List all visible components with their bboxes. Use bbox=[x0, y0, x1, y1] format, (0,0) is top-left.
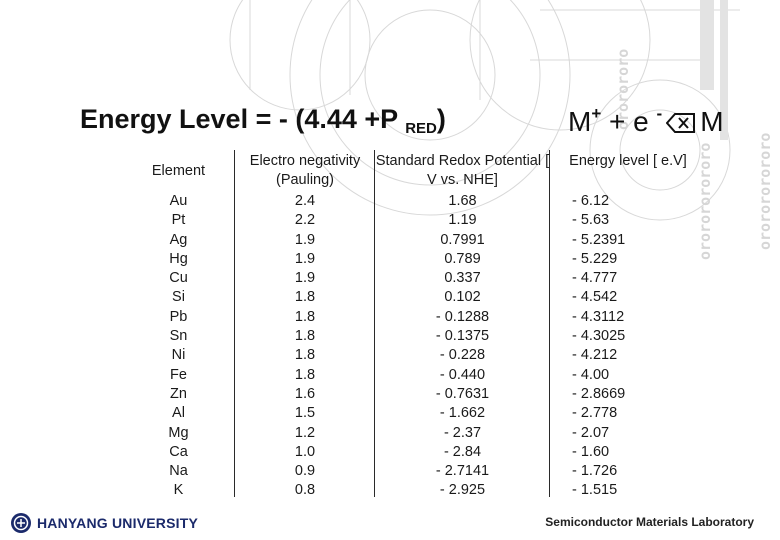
table-cell-electro: 2.2 bbox=[294, 212, 316, 229]
table-cell-redox: 0.7991 bbox=[440, 231, 485, 248]
university-name: HANYANG UNIVERSITY bbox=[37, 515, 198, 531]
university-emblem-icon bbox=[10, 512, 32, 534]
table-cell-energy: - 4.542 bbox=[572, 289, 618, 306]
university-logo bbox=[10, 512, 198, 534]
formula-text: Energy Level = - (4.44 +P bbox=[80, 104, 406, 134]
table-cell-element: Fe bbox=[170, 366, 187, 383]
reaction-plus-e: + e bbox=[601, 106, 657, 137]
table-cell-energy: - 4.3112 bbox=[572, 308, 625, 325]
table-cell-element: Al bbox=[172, 405, 185, 422]
table-cell-energy: - 1.515 bbox=[572, 482, 618, 499]
svg-text:ororororororo: ororororororo bbox=[756, 132, 774, 250]
table-cell-element: Ni bbox=[171, 347, 186, 364]
table-cell-redox: 0.337 bbox=[444, 270, 481, 287]
table-cell-element: Mg bbox=[168, 424, 189, 441]
table-cell-energy: - 4.00 bbox=[572, 366, 610, 383]
table-cell-energy: - 2.8669 bbox=[572, 385, 626, 402]
table-cell-element: Ag bbox=[169, 231, 188, 248]
table-cell-redox: - 0.7631 bbox=[435, 385, 490, 402]
table-cell-energy: - 5.229 bbox=[572, 250, 618, 267]
reaction-plus-sup: + bbox=[591, 104, 602, 123]
table-cell-redox: - 0.440 bbox=[439, 366, 486, 383]
table-cell-electro: 1.2 bbox=[294, 424, 316, 441]
reaction-electron-sup: - bbox=[656, 104, 663, 123]
table-cell-electro: 1.8 bbox=[294, 308, 316, 325]
table-cell-energy: - 1.60 bbox=[572, 443, 610, 460]
table-cell-energy: - 1.726 bbox=[572, 463, 618, 480]
table-cell-redox: - 2.37 bbox=[443, 424, 482, 441]
column-energy-level bbox=[549, 150, 706, 497]
table-cell-electro: 1.0 bbox=[294, 443, 316, 460]
table-cell-element: Cu bbox=[169, 270, 188, 287]
header-element: Element bbox=[151, 163, 206, 179]
table-cell-electro: 1.9 bbox=[294, 250, 316, 267]
table-cell-element: Si bbox=[172, 289, 185, 306]
table-cell-electro: 1.9 bbox=[294, 231, 316, 248]
table-cell-electro: 1.6 bbox=[294, 385, 316, 402]
table-cell-electro: 2.4 bbox=[294, 193, 316, 209]
lab-name: Semiconductor Materials Laboratory bbox=[545, 515, 754, 529]
formula-close: ) bbox=[436, 104, 446, 134]
table-cell-redox: - 2.84 bbox=[443, 443, 482, 460]
table-cell-electro: 1.9 bbox=[294, 270, 316, 287]
reaction-equation bbox=[568, 104, 724, 141]
table-cell-element: Na bbox=[169, 463, 188, 480]
header-electronegativity: Electro negativity (Pauling) bbox=[249, 153, 361, 189]
table-cell-redox: 0.102 bbox=[444, 289, 481, 306]
table-cell-element: Zn bbox=[170, 385, 187, 402]
erase-arrow-icon bbox=[666, 109, 696, 141]
svg-text:ororororororo: ororororororo bbox=[696, 142, 714, 260]
energy-level-formula bbox=[80, 104, 446, 137]
table-cell-energy: - 6.12 bbox=[572, 193, 610, 209]
table-cell-redox: - 2.925 bbox=[439, 482, 486, 499]
table-cell-redox: 1.68 bbox=[448, 193, 477, 209]
table-cell-energy: - 4.212 bbox=[572, 347, 618, 364]
table-cell-redox: - 1.662 bbox=[439, 405, 486, 422]
table-cell-electro: 1.8 bbox=[294, 289, 316, 306]
table-cell-electro: 1.8 bbox=[294, 328, 316, 345]
column-electronegativity bbox=[234, 150, 375, 497]
table-cell-electro: 1.5 bbox=[294, 405, 316, 422]
table-cell-element: Pb bbox=[169, 308, 188, 325]
table-cell-element: Hg bbox=[169, 250, 188, 267]
table-cell-element: Au bbox=[169, 193, 188, 209]
table-cell-element: Pt bbox=[171, 212, 186, 229]
header-energy-level: Energy level [ e.V] bbox=[569, 153, 687, 169]
table-cell-electro: 1.8 bbox=[294, 347, 316, 364]
table-cell-energy: - 2.07 bbox=[572, 424, 610, 441]
reaction-product: M bbox=[700, 106, 724, 137]
table-cell-redox: - 0.1375 bbox=[435, 328, 490, 345]
table-cell-redox: - 2.7141 bbox=[435, 463, 490, 480]
table-cell-redox: 0.789 bbox=[444, 250, 481, 267]
element-table bbox=[123, 150, 780, 497]
table-cell-redox: - 0.1288 bbox=[435, 308, 490, 325]
table-cell-electro: 0.9 bbox=[294, 463, 316, 480]
table-cell-energy: - 5.2391 bbox=[572, 231, 626, 248]
table-cell-energy: - 5.63 bbox=[572, 212, 610, 229]
table-cell-energy: - 4.777 bbox=[572, 270, 618, 287]
table-cell-element: Sn bbox=[169, 328, 188, 345]
table-cell-electro: 0.8 bbox=[294, 482, 316, 499]
column-redox-potential bbox=[374, 150, 550, 497]
table-cell-electro: 1.8 bbox=[294, 366, 316, 383]
header-redox-potential: Standard Redox Potential [ V vs. NHE] bbox=[375, 153, 550, 189]
table-cell-element: Ca bbox=[169, 443, 188, 460]
table-cell-element: K bbox=[173, 482, 184, 499]
column-element bbox=[123, 150, 234, 497]
table-cell-energy: - 4.3025 bbox=[572, 328, 626, 345]
table-cell-energy: - 2.778 bbox=[572, 405, 618, 422]
reaction-reactant: M bbox=[568, 106, 592, 137]
table-cell-redox: 1.19 bbox=[448, 212, 477, 229]
formula-subscript: RED bbox=[405, 120, 437, 137]
svg-text:ororororo: ororororo bbox=[614, 48, 632, 130]
table-cell-redox: - 0.228 bbox=[439, 347, 486, 364]
